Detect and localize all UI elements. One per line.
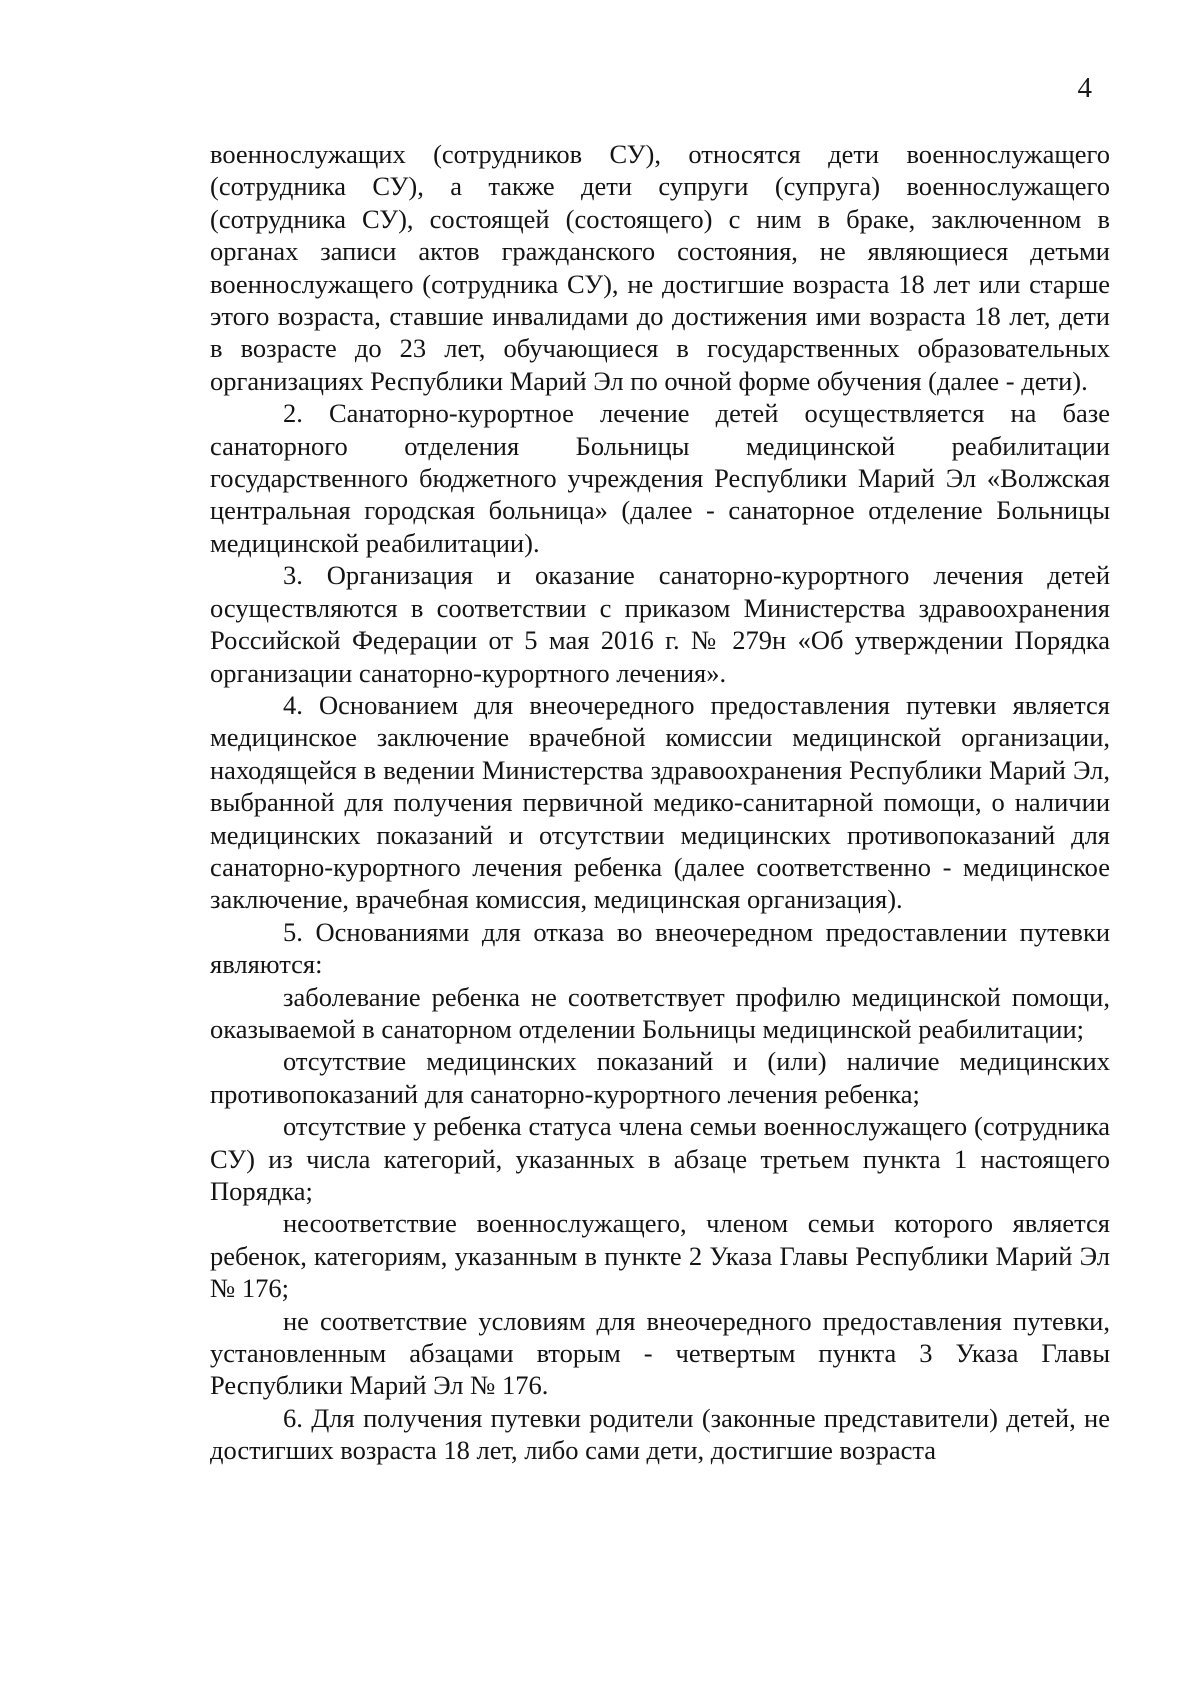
paragraph: 6. Для получения путевки родители (законные представители) детей, не достигших возраста 18 лет, либо сами дети, достигшие возраста [210,1402,1110,1466]
document-body [210,138,1110,1467]
paragraph: 4. Основанием для внеочередного предоставления путевки является медицинское заключение врачебной комиссии медицинской организации, находящейся в ведении Министерства здравоохранения Республики Марий Эл, выбранной для получения первичной медико-санитарной помощи, о наличии медицинских показаний и отсутствии медицинских противопоказаний для санаторно-курортного лечения ребенка (далее соответственно - медицинское заключение, врачебная комиссия, медицинская организация). [210,689,1110,915]
paragraph: отсутствие у ребенка статуса члена семьи военнослужащего (сотрудника СУ) из числа категорий, указанных в абзаце третьем пункта 1 настоящего Порядка; [210,1111,1110,1206]
paragraph: заболевание ребенка не соответствует профилю медицинской помощи, оказываемой в санаторном отделении Больницы медицинской реабилитации; [210,981,1110,1044]
paragraph: 5. Основаниями для отказа во внеочередном предоставлении путевки являются: [210,916,1110,980]
paragraph: отсутствие медицинских показаний и (или) наличие медицинских противопоказаний для санаторно-курортного лечения ребенка; [210,1046,1110,1109]
paragraph: 3. Организация и оказание санаторно-курортного лечения детей осуществляются в соответствии с приказом Министерства здравоохранения Российской Федерации от 5 мая 2016 г. № 279н «Об утверждении Порядка организации санаторно-курортного лечения». [210,560,1110,688]
paragraph: не соответствие условиям для внеочередного предоставления путевки, установленным абзацами вторым - четвертым пункта 3 Указа Главы Республики Марий Эл № 176. [210,1305,1110,1401]
paragraph: несоответствие военнослужащего, членом семьи которого является ребенок, категориям, указанным в пункте 2 Указа Главы Республики Марий Эл № 176; [210,1208,1110,1304]
paragraph: военнослужащих (сотрудников СУ), относятся дети военнослужащего (сотрудника СУ), а также дети супруги (супруга) военнослужащего (сотрудника СУ), состоящей (состоящего) с ним в браке, заключенном в органах записи актов гражданского состояния, не являющиеся детьми военнослужащего (сотрудника СУ), не достигшие возраста 18 лет или старше этого возраста, ставшие инвалидами до достижения ими возраста 18 лет, дети в возрасте до 23 лет, обучающиеся в государственных образовательных организациях Республики Марий Эл по очной форме обучения (далее - дети). [210,139,1110,396]
paragraph: 2. Санаторно-курортное лечение детей осуществляется на базе санаторного отделения Больницы медицинской реабилитации государственного бюджетного учреждения Республики Марий Эл «Волжская центральная городская больница» (далее - санаторное отделение Больницы медицинской реабилитации). [210,398,1110,558]
page-number: 4 [1077,72,1092,104]
